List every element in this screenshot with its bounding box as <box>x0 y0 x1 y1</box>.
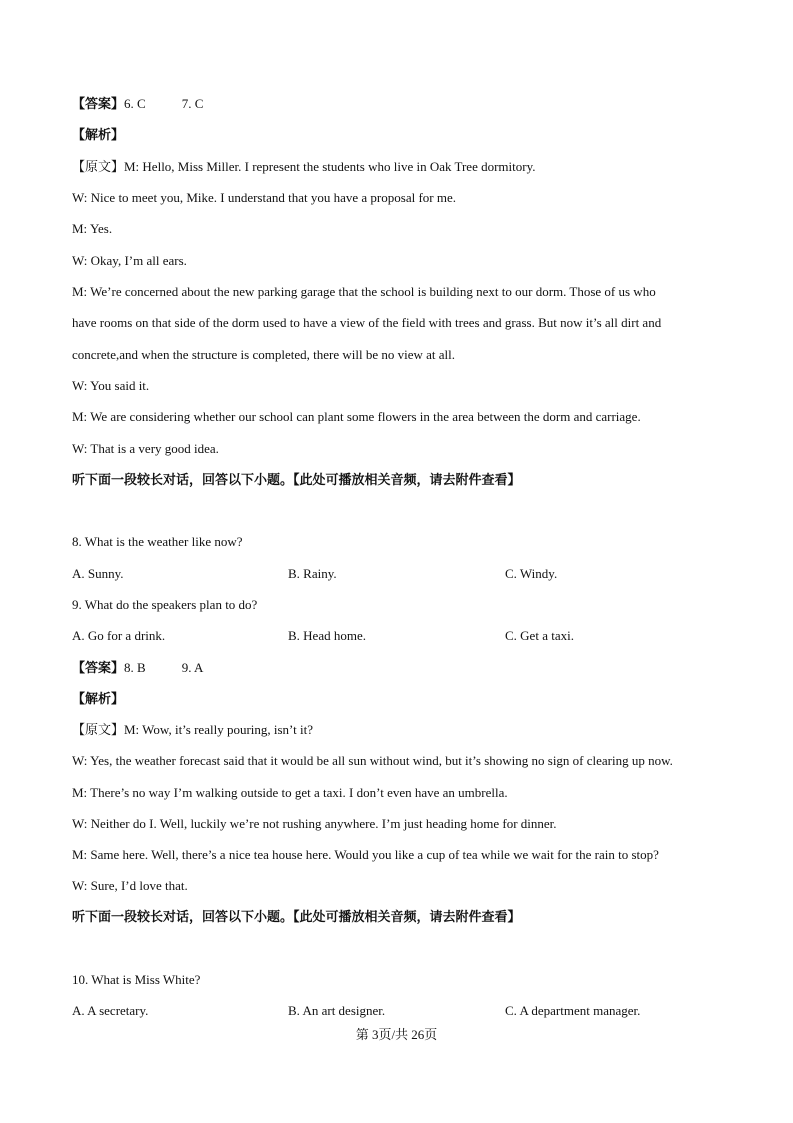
transcript-line: W: Nice to meet you, Mike. I understand that you have a proposal for me. <box>72 190 456 205</box>
option-9b: B. Head home. <box>288 628 366 643</box>
analysis-heading: 【解析】 <box>72 127 125 142</box>
question-10: 10. What is Miss White? <box>72 972 201 987</box>
option-8b: B. Rainy. <box>288 566 337 581</box>
option-9c: C. Get a taxi. <box>505 628 574 643</box>
answer-tag: 【答案】 <box>72 96 125 111</box>
transcript-line: M: We’re concerned about the new parking garage that the school is building next to our dorm. Those of us who <box>72 284 656 299</box>
transcript-line: M: We are considering whether our school can plant some flowers in the area between the dorm and carriage. <box>72 409 641 424</box>
transcript-line: M: There’s no way I’m walking outside to get a taxi. I don’t even have an umbrella. <box>72 785 508 800</box>
transcript-line: have rooms on that side of the dorm used to have a view of the field with trees and grass. But now it’s all dirt and <box>72 315 662 330</box>
question-8: 8. What is the weather like now? <box>72 534 243 549</box>
option-8a: A. Sunny. <box>72 566 124 581</box>
option-10c: C. A department manager. <box>505 1003 641 1018</box>
transcript-line: W: Yes, the weather forecast said that it would be all sun without wind, but it’s showing no sign of clearing up now. <box>72 753 673 768</box>
page-footer: 第 3页/共 26页 <box>355 1027 438 1042</box>
transcript-line: 【原文】M: Wow, it’s really pouring, isn’t it? <box>72 722 314 737</box>
transcript-line: W: You said it. <box>72 378 150 393</box>
analysis-heading: 【解析】 <box>72 691 125 706</box>
transcript-line: W: Sure, I’d love that. <box>72 878 188 893</box>
answer-6: 6. C <box>124 96 146 111</box>
transcript-line: M: Same here. Well, there’s a nice tea house here. Would you like a cup of tea while we wait for the rain to stop? <box>72 847 659 862</box>
question-9: 9. What do the speakers plan to do? <box>72 597 258 612</box>
transcript-line: W: Okay, I’m all ears. <box>72 253 187 268</box>
transcript-line: W: That is a very good idea. <box>72 441 219 456</box>
answer-8: 8. B <box>124 660 146 675</box>
option-8c: C. Windy. <box>505 566 558 581</box>
answer-7: 7. C <box>181 96 204 111</box>
transcript-line: W: Neither do I. Well, luckily we’re not rushing anywhere. I’m just heading home for dinner. <box>72 816 557 831</box>
answer-9: 9. A <box>181 660 204 675</box>
answer-line-8-9 <box>72 659 203 677</box>
option-10b: B. An art designer. <box>288 1003 386 1018</box>
transcript-line: 【原文】M: Hello, Miss Miller. I represent the students who live in Oak Tree dormitory. <box>72 159 536 174</box>
transcript-line: M: Yes. <box>72 221 113 236</box>
option-9a: A. Go for a drink. <box>72 628 166 643</box>
answer-line-6-7 <box>72 95 203 113</box>
transcript-line: concrete,and when the structure is completed, there will be no view at all. <box>72 347 455 362</box>
option-10a: A. A secretary. <box>72 1003 149 1018</box>
audio-instruction: 听下面一段较长对话，回答以下小题。【此处可播放相关音频，请去附件查看】 <box>72 472 521 487</box>
audio-instruction: 听下面一段较长对话，回答以下小题。【此处可播放相关音频，请去附件查看】 <box>72 909 521 924</box>
answer-tag: 【答案】 <box>72 660 125 675</box>
